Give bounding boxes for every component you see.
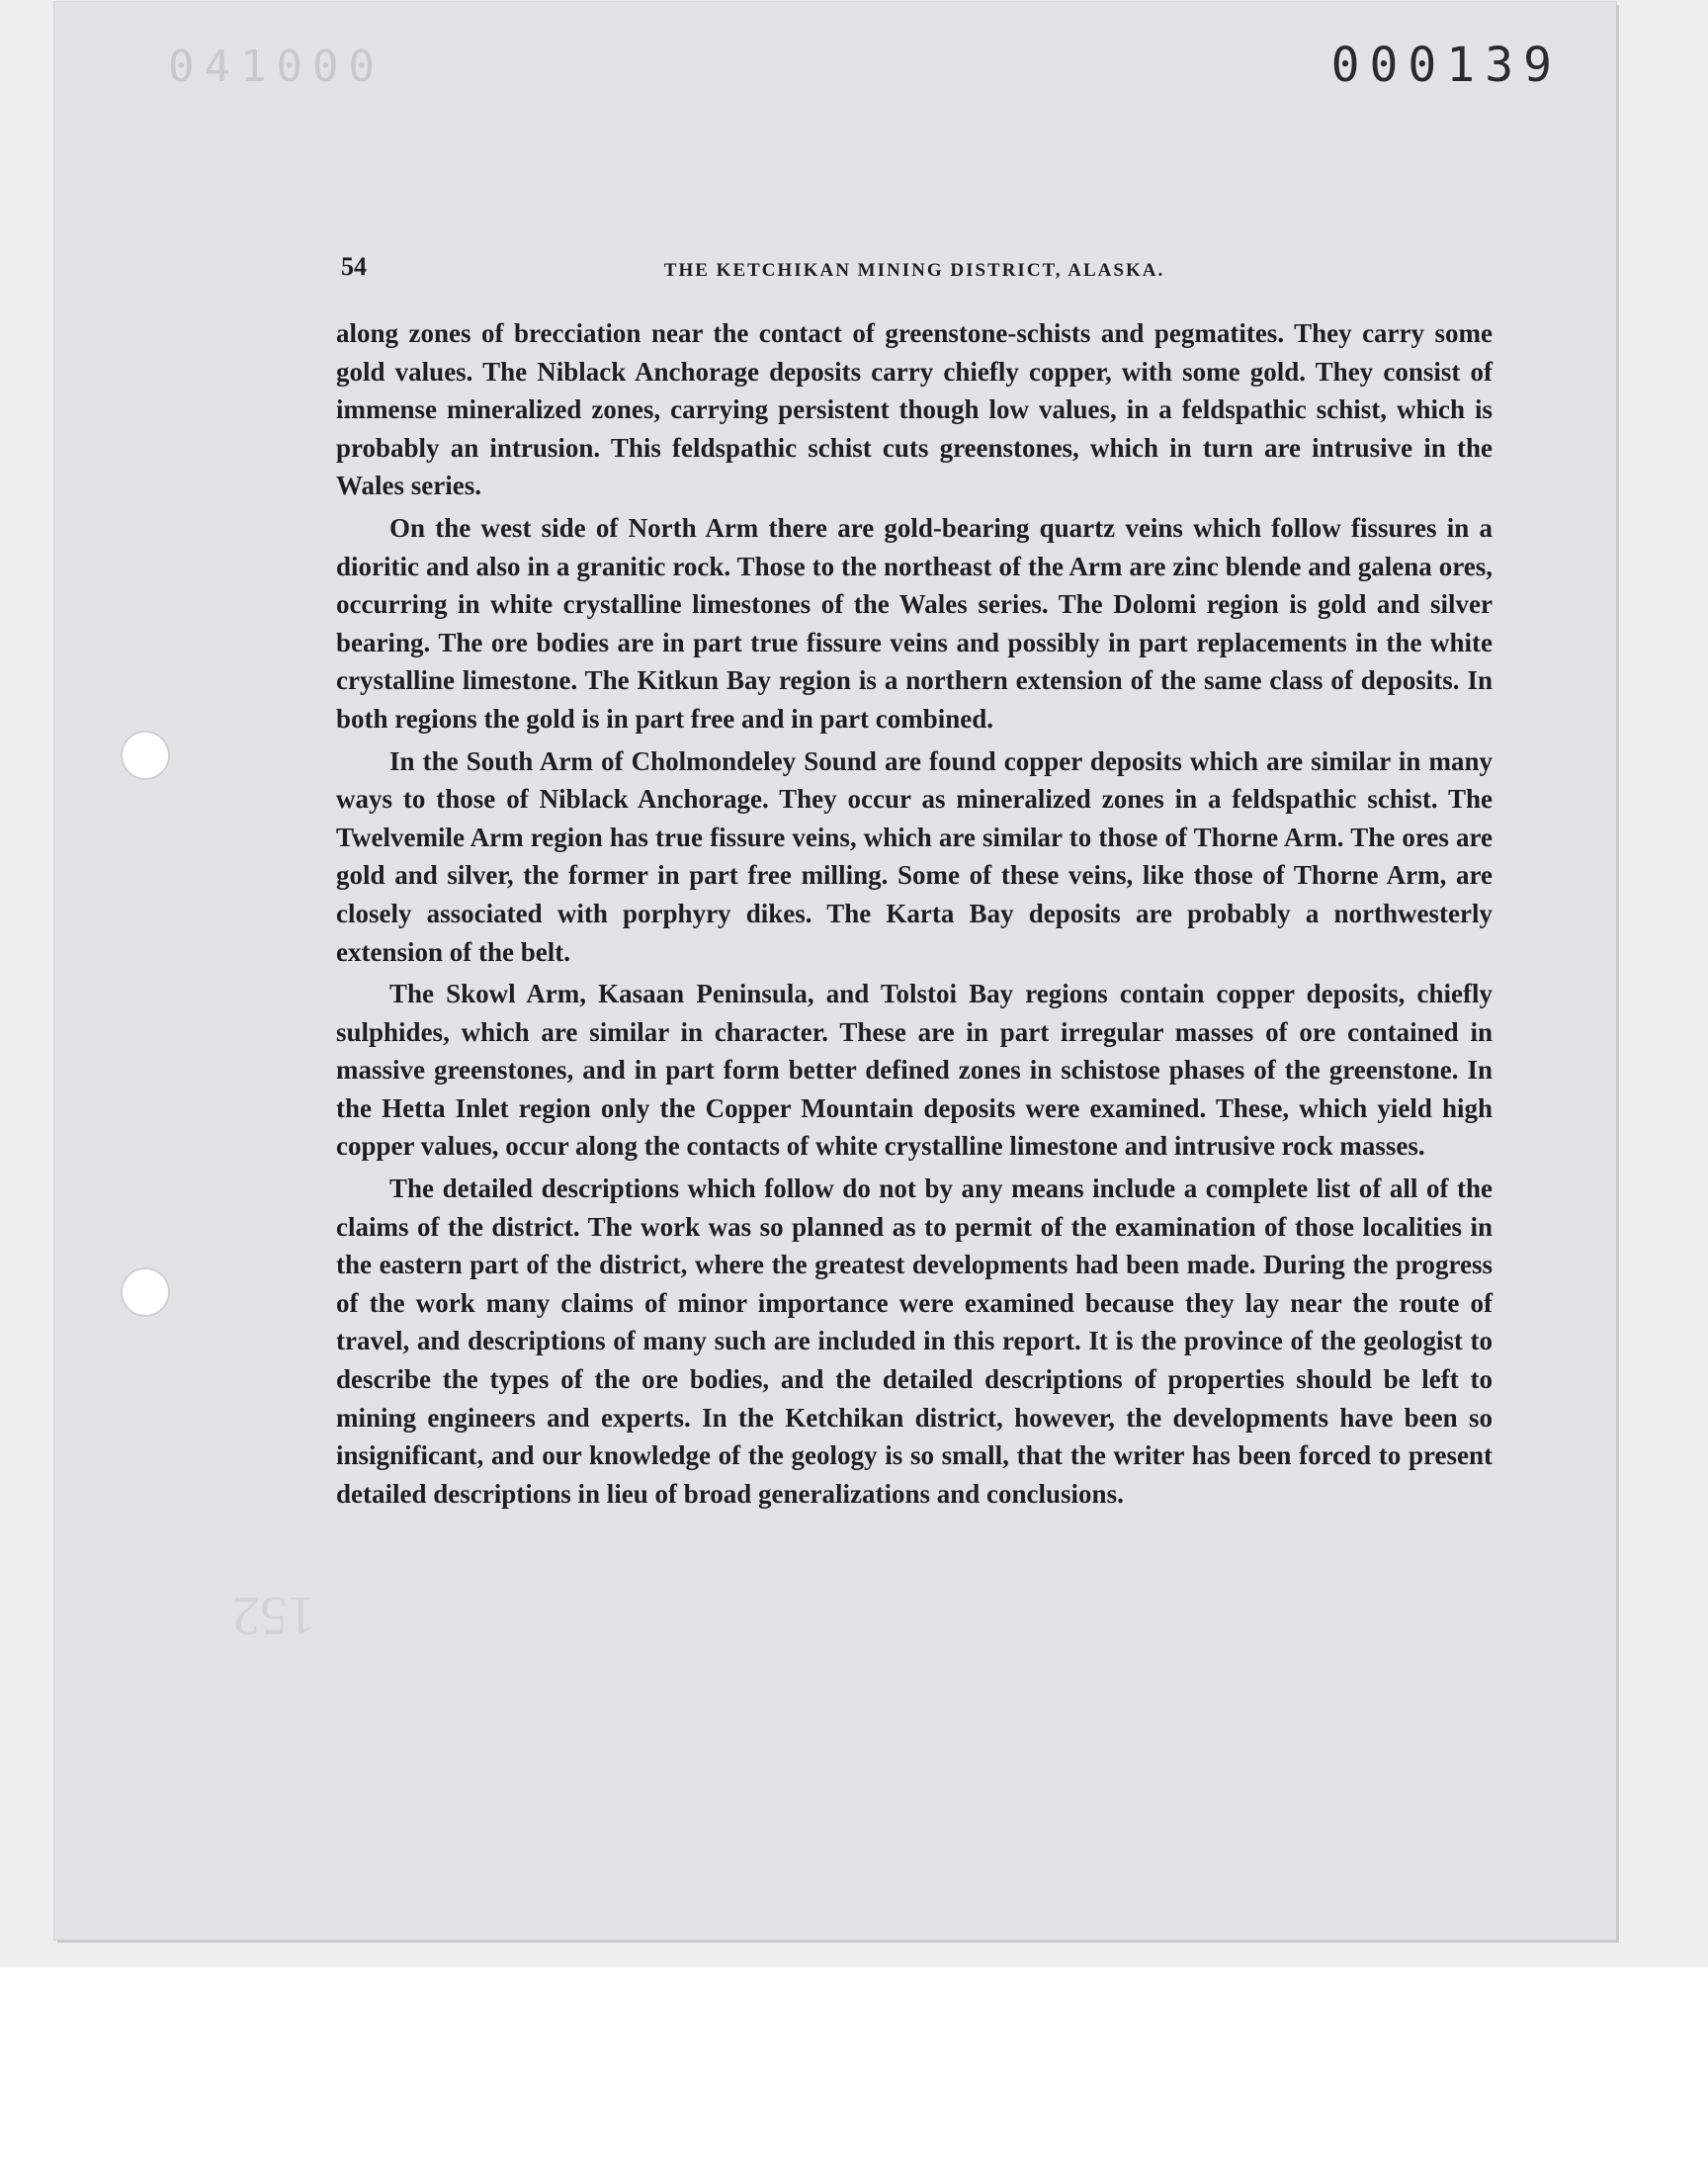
paragraph-continuation: along zones of brecciation near the contact of greenstone-schists and pegmatites. They carry some gold values. The Niblack Anchorage deposits carry chiefly copper, with some gold. They consist of immense mineralized zones, carrying persistent though low values, in a feldspathic schist, which is probably an intrusion. This feldspathic schist cuts greenstones, which in turn are intrusive in the Wales series. (336, 318, 1493, 501)
running-title: THE KETCHIKAN MINING DISTRICT, ALASKA. (663, 260, 1165, 281)
page-header (341, 252, 1488, 292)
body-text (336, 314, 1493, 1517)
page-number: 54 (341, 252, 367, 281)
faded-stamp-number: 041000 (168, 42, 384, 92)
document-stamp-number: 000139 (1330, 38, 1562, 93)
faded-margin-mark: 152 (232, 1585, 315, 1646)
paragraph: On the west side of North Arm there are gold-bearing quartz veins which follow fissures in a dioritic and also in a granitic rock. Those to the northeast of the Arm are zinc blende and galena ores, occurring in white crystalline limestones of the Wales series. The Dolomi region is gold and silver bearing. The ore bodies are in part true fissure veins and possibly in part replacements in the white crystalline limestone. The Kitkun Bay region is a northern extension of the same class of deposits. In both regions the gold is in part free and in part combined. (336, 512, 1493, 734)
punch-hole-icon (121, 1267, 170, 1317)
paragraph: The Skowl Arm, Kasaan Peninsula, and Tolstoi Bay regions contain copper deposits, chiefly sulphides, which are similar in character. These are in part irregular masses of ore contained in massive greenstones, and in part form better defined zones in schistose phases of the greenstone. In the Hetta Inlet region only the Copper Mountain deposits were examined. These, which yield high copper values, occur along the contacts of white crystalline limestone and intrusive rock masses. (336, 979, 1493, 1162)
paragraph: In the South Arm of Cholmondeley Sound are found copper deposits which are similar in many ways to those of Niblack Anchorage. They occur as mineralized zones in a feldspathic schist. The Twelvemile Arm region has true fissure veins, which are similar to those of Thorne Arm. The ores are gold and silver, the former in part free milling. Some of these veins, like those of Thorne Arm, are closely associated with porphyry dikes. The Karta Bay deposits are probably a northwesterly extension of the belt. (336, 745, 1493, 967)
paragraph: The detailed descriptions which follow do not by any means include a complete list of all of the claims of the district. The work was so planned as to permit of the examination of those localities in the eastern part of the district, where the greatest developments had been made. During the progress of the work many claims of minor importance were examined because they lay near the route of travel, and descriptions of many such are included in this report. It is the province of the geologist to describe the types of the ore bodies, and the detailed descriptions of properties should be left to mining engineers and experts. In the Ketchikan district, however, the developments have been so insignificant, and our knowledge of the geology is so small, that the writer has been forced to present detailed descriptions in lieu of broad generalizations and conclusions. (336, 1174, 1493, 1509)
punch-hole-icon (121, 731, 170, 780)
